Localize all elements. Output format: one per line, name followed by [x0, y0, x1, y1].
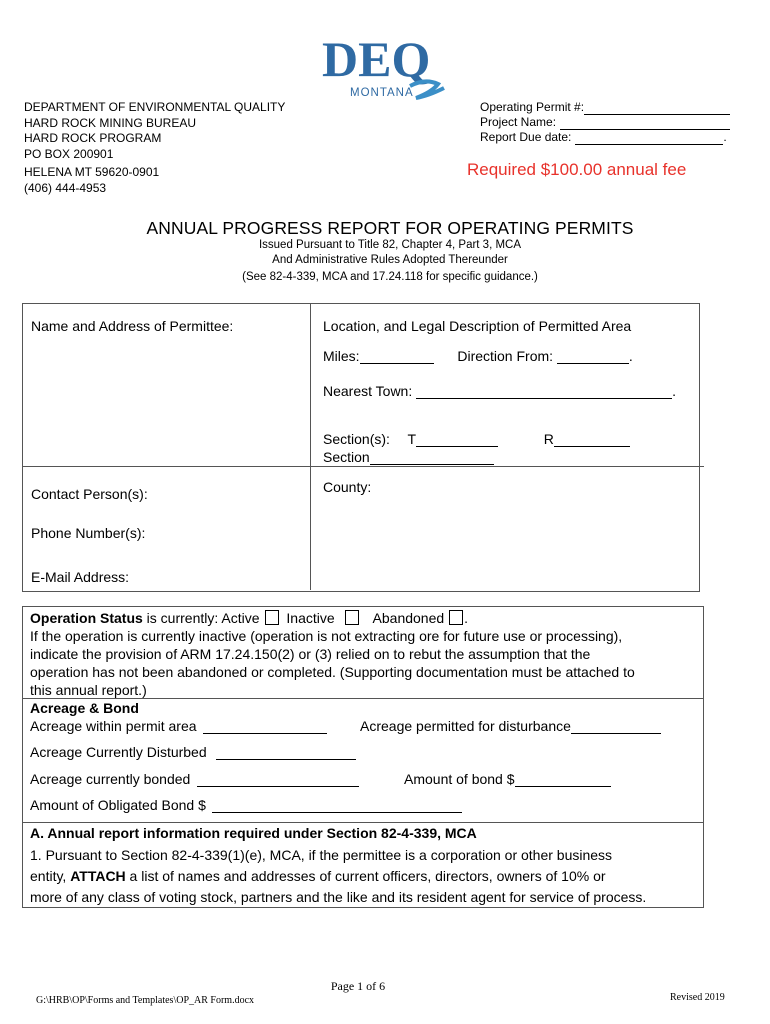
attach-emphasis: ATTACH: [70, 868, 126, 884]
nearest-town-row: Nearest Town: .: [323, 383, 677, 399]
acreage-bonded-label: Acreage currently bonded: [30, 771, 191, 787]
acreage-within-label: Acreage within permit area: [30, 718, 197, 734]
agency-line: PO BOX 200901: [24, 146, 114, 161]
name-address-label: Name and Address of Permittee:: [31, 318, 234, 334]
subtitle-line-2: And Administrative Rules Adopted Thereunder: [272, 254, 508, 266]
operation-box-hline-2: [22, 822, 704, 823]
obligated-bond-field[interactable]: [212, 798, 462, 813]
page-title: ANNUAL PROGRESS REPORT FOR OPERATING PERMITS: [146, 218, 634, 238]
acreage-bonded-row: [30, 771, 359, 787]
obligated-bond-label: Amount of Obligated Bond $: [30, 797, 206, 813]
section-row: [323, 449, 494, 465]
subtitle-line-3: (See 82-4-339, MCA and 17.24.118 for specific guidance.): [242, 271, 538, 283]
project-name-field[interactable]: [560, 118, 730, 130]
phone-label: Phone Number(s):: [31, 525, 146, 541]
agency-line: (406) 444-4953: [24, 180, 107, 195]
location-box-hline: [310, 466, 704, 467]
section-label: Section: [323, 449, 370, 465]
acreage-bonded-field[interactable]: [197, 772, 359, 787]
r-label: R: [543, 431, 554, 447]
annual-fee-notice: Required $100.00 annual fee: [467, 160, 687, 179]
acreage-heading: Acreage & Bond: [30, 700, 139, 716]
inactive-label: Inactive: [286, 610, 335, 626]
direction-label: Direction From:: [457, 348, 554, 364]
deq-montana-logo: [320, 28, 450, 108]
abandoned-checkbox[interactable]: [449, 610, 463, 625]
obligated-bond-row: [30, 797, 462, 813]
abandoned-label: Abandoned: [372, 610, 445, 626]
agency-line: DEPARTMENT OF ENVIRONMENTAL QUALITY: [24, 100, 286, 114]
operating-permit-field[interactable]: [584, 103, 730, 115]
sections-row: [323, 431, 630, 447]
subtitle-line-1: Issued Pursuant to Title 82, Chapter 4, Part 3, MCA: [258, 239, 522, 251]
acreage-disturbed-field[interactable]: [216, 745, 356, 760]
acreage-disturbed-label: Acreage Currently Disturbed: [30, 744, 207, 760]
operation-status-row: Operation Status is currently: Active Inactive Abandoned .: [30, 610, 469, 626]
page-number: Page 1 of 6: [330, 979, 386, 993]
contact-label: Contact Person(s):: [31, 486, 148, 502]
agency-line: HARD ROCK MINING BUREAU: [24, 115, 197, 130]
agency-line: HELENA MT 59620-0901: [24, 165, 160, 179]
file-path: G:\HRB\OP\Forms and Templates\OP_AR Form.docx: [36, 995, 255, 1006]
project-name-label: Project Name:: [480, 115, 557, 129]
agency-line: HARD ROCK PROGRAM: [24, 131, 162, 145]
email-label: E-Mail Address:: [31, 569, 130, 585]
operating-permit-label: Operating Permit #:: [480, 100, 585, 114]
logo-text: DEQ: [322, 31, 431, 87]
acreage-permitted-row: [360, 718, 661, 734]
amount-bond-field[interactable]: [515, 772, 611, 787]
acreage-within-row: [30, 718, 327, 734]
permittee-box-divider: [310, 303, 311, 590]
range-field[interactable]: [554, 432, 630, 447]
section-a-text: 1. Pursuant to Section 82-4-339(1)(e), MCA, if the permittee is a corporation or other business entity, ATTACH a list of names and addresses of current officers, directors, owners of 10% or more of any class of voting stock, partners and the like and its resident agent for service of process.: [30, 847, 647, 905]
report-due-label: Report Due date:: [480, 130, 572, 144]
permit-info: Operating Permit #: Project Name: Report Due date: .: [480, 100, 730, 145]
permittee-box-hline: [22, 466, 312, 467]
permittee-box: [22, 303, 700, 592]
inactive-instructions: If the operation is currently inactive (operation is not extracting ore for future use or processing), indicate the provision of ARM 17.24.150(2) or (3) relied on to rebut the assumption that the operation has not been abandoned or completed. (Supporting documentation must be attached to this annual report.): [30, 628, 635, 698]
county-label: County:: [323, 479, 372, 495]
inactive-checkbox[interactable]: [345, 610, 359, 625]
acreage-within-field[interactable]: [203, 719, 327, 734]
acreage-permitted-label: Acreage permitted for disturbance: [360, 718, 571, 734]
t-label: T: [407, 431, 417, 447]
township-field[interactable]: [416, 432, 498, 447]
sections-label: Section(s):: [323, 431, 390, 447]
active-checkbox[interactable]: [265, 610, 279, 625]
nearest-town-label: Nearest Town:: [323, 383, 413, 399]
report-due-field[interactable]: [575, 133, 723, 145]
revised-date: Revised 2019: [670, 992, 725, 1003]
operation-status-heading: Operation Status: [30, 610, 143, 626]
nearest-town-field[interactable]: [416, 384, 672, 399]
agency-address: [24, 100, 285, 196]
amount-bond-label: Amount of bond $: [404, 771, 515, 787]
location-label: Location, and Legal Description of Permitted Area: [323, 318, 632, 334]
miles-field[interactable]: [360, 349, 434, 364]
amount-bond-row: [404, 771, 611, 787]
acreage-disturbed-row: [30, 744, 356, 760]
section-a-heading: A. Annual report information required under Section 82-4-339, MCA: [30, 825, 477, 841]
miles-label: Miles:: [323, 348, 360, 364]
direction-field[interactable]: [557, 349, 629, 364]
miles-row: Miles: Direction From: .: [323, 348, 633, 364]
section-field[interactable]: [370, 450, 494, 465]
logo-subtext: MONTANA: [350, 87, 414, 99]
acreage-permitted-field[interactable]: [571, 719, 661, 734]
